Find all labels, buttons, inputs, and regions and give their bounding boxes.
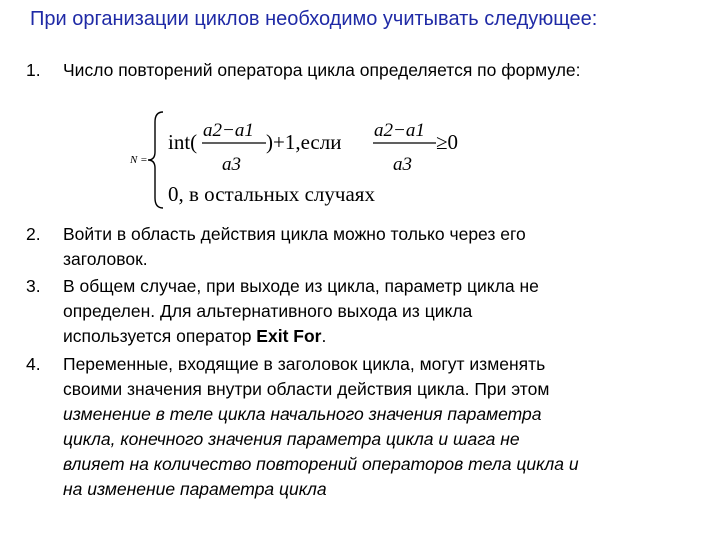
- item-number: 2.: [26, 224, 41, 244]
- item-text: определен. Для альтернативного выхода из цикла: [63, 301, 473, 321]
- item-text-italic: влияет на количество повторений операторов тела цикла и: [63, 454, 579, 474]
- item-number: 3.: [26, 276, 41, 296]
- item-text-italic: цикла, конечного значения параметра цикла и шага не: [63, 429, 520, 449]
- item-text: Число повторений оператора цикла определяется по формуле:: [63, 60, 581, 80]
- item-number: 1.: [26, 60, 41, 80]
- formula-numerator-1: a2−a1: [203, 120, 254, 141]
- item-text: Переменные, входящие в заголовок цикла, могут изменять: [63, 354, 546, 374]
- item-text: заголовок.: [63, 249, 148, 269]
- formula-int: int(: [168, 130, 198, 154]
- item-number: 4.: [26, 354, 41, 374]
- item-text: своими значения внутри области действия цикла. При этом: [63, 379, 550, 399]
- keyword-exit-for: Exit For: [256, 326, 322, 346]
- formula-lhs: N =: [130, 154, 148, 166]
- item-text: .: [321, 326, 327, 346]
- item-text-last: [63, 324, 720, 349]
- formula-denominator-1: a3: [222, 154, 241, 175]
- formula-denominator-2: a3: [393, 154, 412, 175]
- formula-otherwise: 0, в остальных случаях: [168, 182, 375, 206]
- page-title: При организации циклов необходимо учитывать следующее:: [30, 8, 598, 30]
- item-text: В общем случае, при выходе из цикла, параметр цикла не: [63, 276, 539, 296]
- item-text-italic: на изменение параметра цикла: [63, 479, 327, 499]
- formula-numerator-2: a2−a1: [374, 120, 425, 141]
- item-text: используется оператор: [63, 326, 257, 346]
- formula-plus-if: )+1,если: [266, 130, 342, 154]
- item-text: Войти в область действия цикла можно только через его: [63, 224, 526, 244]
- formula-brace: [148, 112, 163, 208]
- item-text-italic: изменение в теле цикла начального значения параметра: [63, 404, 542, 424]
- formula-condition: ≥0: [436, 130, 459, 154]
